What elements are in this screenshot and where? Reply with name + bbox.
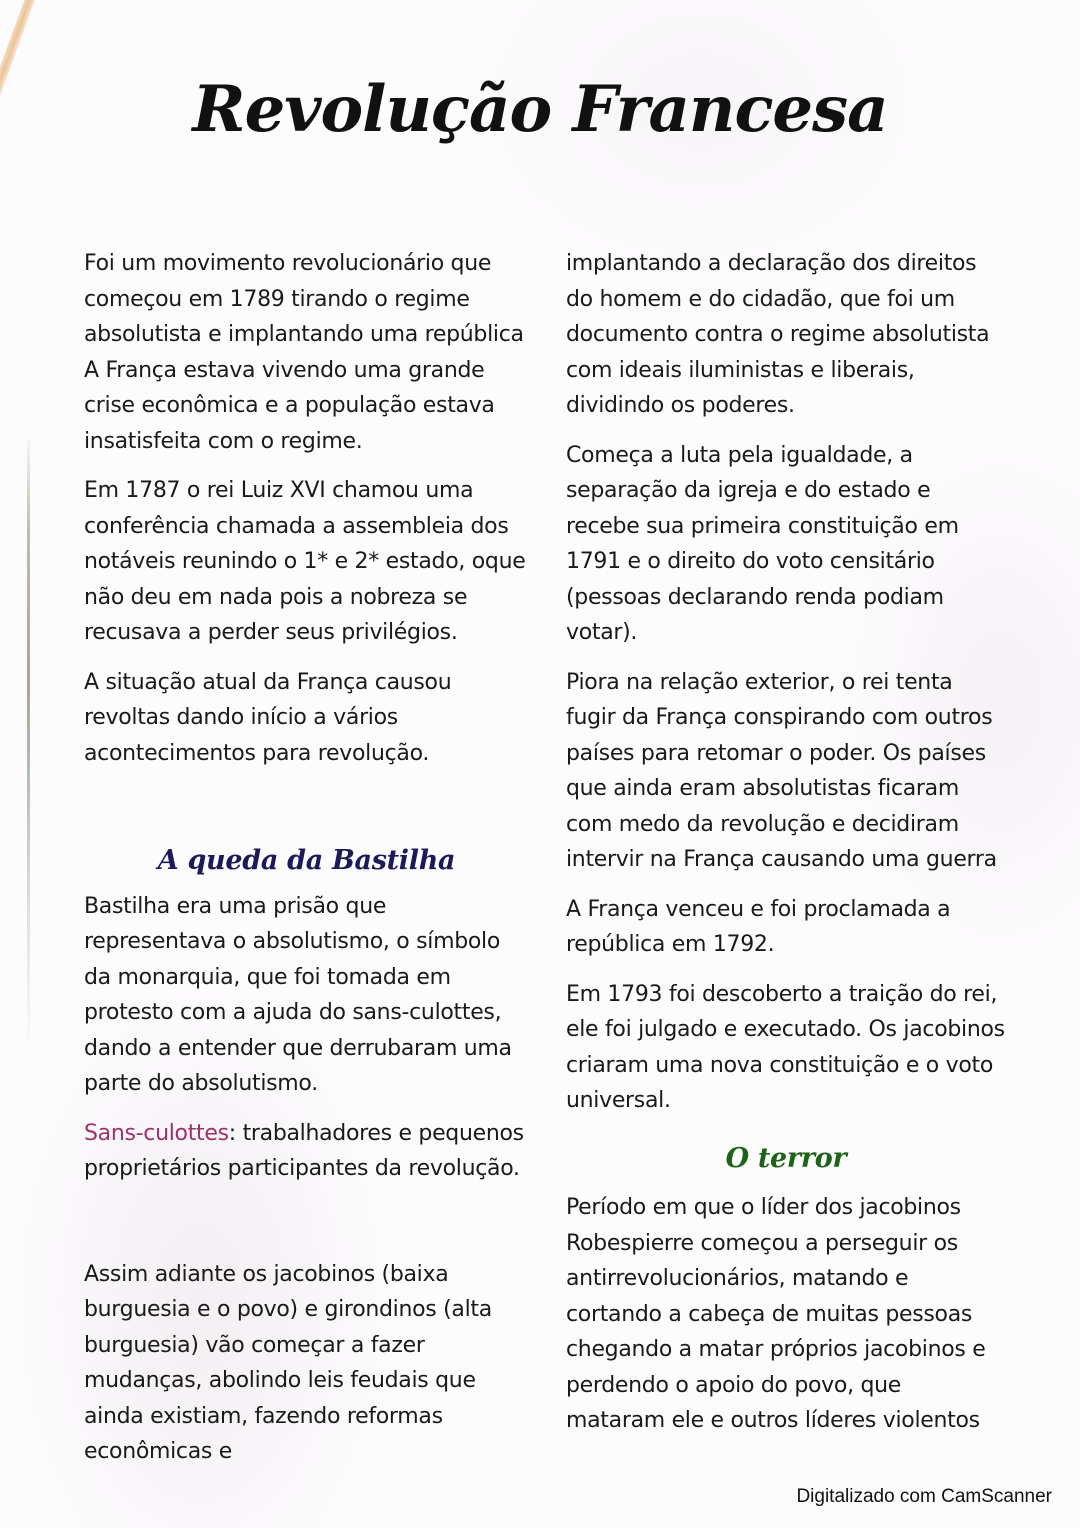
- spacer: [84, 1201, 529, 1257]
- declaration-paragraph: implantando a declaração dos direitos do homem e do cidadão, que foi um documento contra o regime absolutista com ideais iluministas e liberais, dividindo os poderes.: [566, 251, 990, 418]
- equality-paragraph: Começa a luta pela igualdade, a separação da igreja e do estado e recebe sua primeira constituição em 1791 e o direito do voto censitário (pessoas declarando renda podiam votar).: [566, 442, 959, 645]
- republic-paragraph: A França venceu e foi proclamada a república em 1792.: [566, 896, 951, 957]
- terror-paragraph: Período em que o líder dos jacobinos Robespierre começou a perseguir os antirrevolucionários, matando e cortando a cabeça de muitas pessoas chegando a matar próprios jacobinos e perdendo o apoio do povo, que mataram ele e outros líderes violentos: [566, 1195, 986, 1433]
- margin-line: [27, 440, 30, 1040]
- bastilha-paragraph: Bastilha era uma prisão que representava o absolutismo, o símbolo da monarquia, que foi tomada em protesto com a ajuda do sans-culottes, dando a entender que derrubaram uma parte do absolutismo.: [84, 893, 512, 1096]
- situation-paragraph: A situação atual da França causou revoltas dando início a vários acontecimentos para revolução.: [84, 669, 452, 766]
- section-heading-bastilha: A queda da Bastilha: [157, 845, 456, 876]
- assembly-paragraph: Em 1787 o rei Luiz XVI chamou uma conferência chamada a assembleia dos notáveis reunindo o 1* e 2* estado, oque não deu em nada pois a nobreza se recusava a perder seus privilégios.: [84, 478, 526, 645]
- jacobinos-paragraph: Assim adiante os jacobinos (baixa burguesia e o povo) e girondinos (alta burguesia) vão começar a fazer mudanças, abolindo leis feudais que ainda existiam, fazendo reformas econômicas e: [84, 1261, 492, 1464]
- foreign-relations-paragraph: Piora na relação exterior, o rei tenta fugir da França conspirando com outros países para retomar o poder. Os países que ainda eram absolutistas ficaram com medo da revolução e decidiram intervir na França causando uma guerra: [566, 669, 997, 872]
- definition-term: Sans-culottes: [84, 1120, 229, 1146]
- left-column: [84, 246, 529, 1484]
- page-title: Revolução Francesa: [192, 72, 888, 147]
- right-column: [566, 246, 1006, 1453]
- execution-paragraph: Em 1793 foi descoberto a traição do rei, ele foi julgado e executado. Os jacobinos criaram uma nova constituição e o voto universal.: [566, 981, 1005, 1113]
- intro-paragraph: Foi um movimento revolucionário que começou em 1789 tirando o regime absolutista e implantando uma república A França estava vivendo uma grande crise econômica e a população estava insatisfeita com o regime.: [84, 251, 524, 454]
- camscanner-watermark: Digitalizado com CamScanner: [796, 1486, 1052, 1507]
- sans-culottes-definition: [84, 1116, 529, 1187]
- definition-text: : trabalhadores e pequenos proprietários participantes da revolução.: [84, 1120, 524, 1181]
- section-heading-terror: O terror: [725, 1142, 847, 1174]
